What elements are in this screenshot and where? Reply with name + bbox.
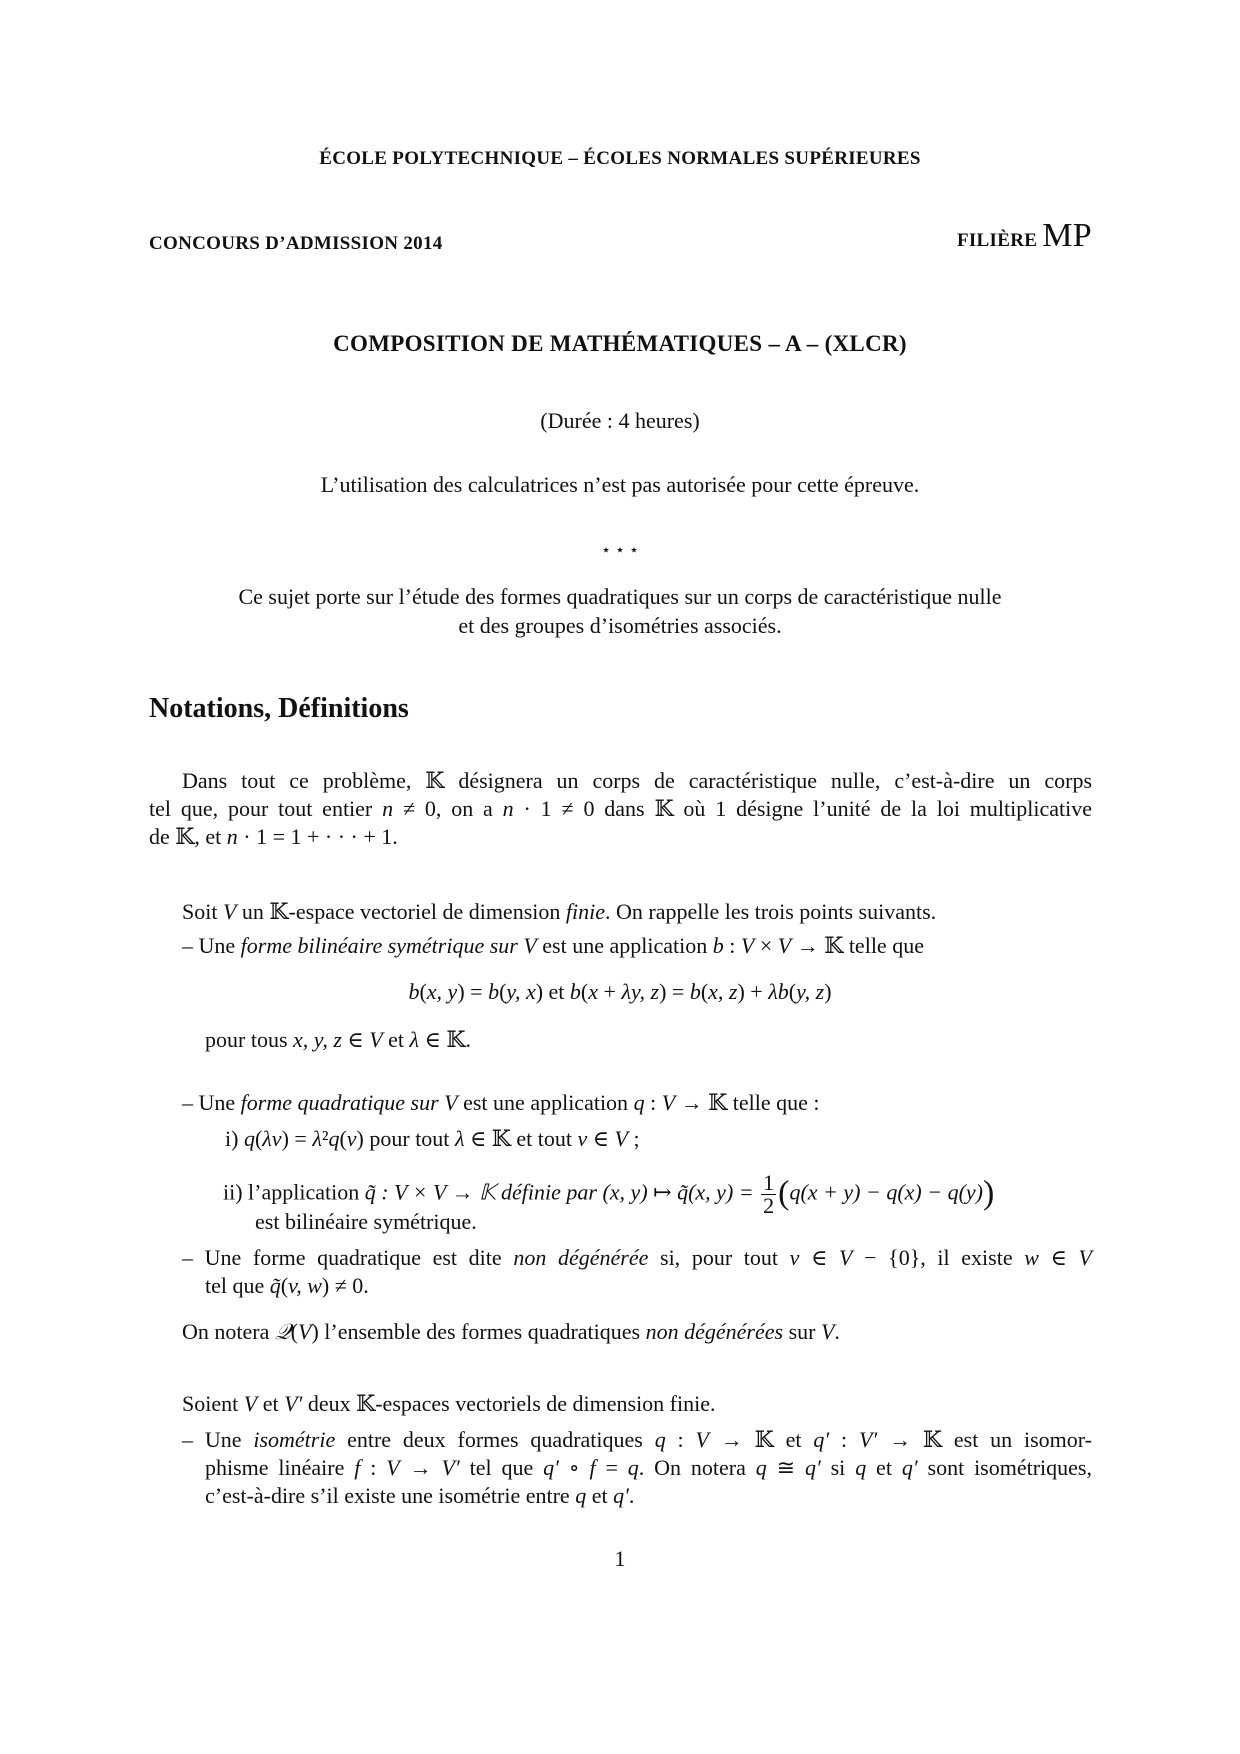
page-number: 1 (614, 1546, 626, 1571)
math-or-emphasis: b (569, 979, 581, 1004)
math-or-emphasis: w (1024, 1245, 1039, 1270)
text-segment: ∈ 𝕂 et tout (464, 1126, 578, 1151)
text-segment: − {0}, il existe (852, 1245, 1025, 1270)
composition-title: COMPOSITION DE MATHÉMATIQUES – A – (XLCR) (333, 331, 907, 356)
formula-mid: : V × V → 𝕂 définie par (x, y) ↦ q̃(x, y) = (375, 1179, 760, 1205)
math-or-emphasis: V′ (284, 1391, 303, 1416)
math-or-emphasis: V (243, 1391, 258, 1416)
math-or-emphasis: q (755, 1455, 767, 1480)
text-segment: ) + (737, 979, 769, 1004)
math-or-emphasis: q (654, 1427, 666, 1452)
text-segment: ) et (535, 979, 570, 1004)
math-or-emphasis: V (369, 1027, 383, 1052)
text-segment: c’est-à-dire s’il existe une isométrie entre (205, 1483, 576, 1508)
filiere-value: MP (1042, 217, 1092, 254)
stars-separator: ⋆ ⋆ ⋆ (600, 542, 640, 559)
math-or-emphasis: finie (565, 899, 605, 924)
math-or-emphasis: V (820, 1319, 835, 1344)
text-segment: ) = (281, 1126, 313, 1151)
text-segment: Dans tout ce problème, 𝕂 désignera un corps de caractéristique nulle, c’est-à-dire un corps (182, 768, 1092, 793)
text-segment: ( (700, 979, 709, 1004)
text-line (182, 1244, 1092, 1272)
fraction-one-half (761, 1172, 776, 1217)
text-segment: ) ≠ 0. (321, 1273, 369, 1298)
math-or-emphasis: q (243, 1126, 255, 1151)
math-or-emphasis: λy, z (621, 979, 660, 1004)
text-segment: i) (225, 1126, 244, 1151)
text-segment: tel que (459, 1455, 544, 1480)
math-or-emphasis: V (222, 899, 237, 924)
text-segment: ≅ (766, 1455, 805, 1480)
math-or-emphasis: b (689, 979, 701, 1004)
text-line (182, 932, 924, 960)
filiere (956, 217, 1092, 255)
math-or-emphasis: V (740, 933, 755, 958)
math-or-emphasis: λ (312, 1126, 322, 1151)
text-segment: + (598, 979, 622, 1004)
math-or-emphasis: x, z (708, 979, 738, 1004)
math-or-emphasis: λ (454, 1126, 465, 1151)
text-segment: ( (788, 979, 797, 1004)
fraction-numerator: 1 (763, 1170, 775, 1195)
text-segment: . On rappelle les trois points suivants. (604, 899, 937, 924)
math-or-emphasis: V (695, 1427, 709, 1452)
text-line (182, 898, 936, 926)
math-or-emphasis: V (777, 933, 792, 958)
text-segment: Soit (182, 899, 223, 924)
math-or-emphasis: v, w (288, 1273, 322, 1298)
text-segment: et (382, 1027, 410, 1052)
text-line (205, 1454, 1092, 1482)
text-segment: ² (321, 1126, 329, 1151)
institution-title: ÉCOLE POLYTECHNIQUE – ÉCOLES NORMALES SUPÉRIEURES (319, 148, 921, 169)
calculator-notice: L’utilisation des calculatrices n’est pas autorisée pour cette épreuve. (320, 472, 920, 497)
math-or-emphasis: v (346, 1126, 357, 1151)
text-segment: si (820, 1455, 856, 1480)
text-segment: de 𝕂, et (149, 824, 227, 849)
math-or-emphasis: λb (768, 979, 789, 1004)
text-segment: : (360, 1455, 387, 1480)
math-or-emphasis: q′ (804, 1455, 821, 1480)
math-or-emphasis: V′ (441, 1455, 460, 1480)
math-or-emphasis: forme quadratique sur V (240, 1090, 458, 1115)
intro-line-1: Ce sujet porte sur l’étude des formes quadratiques sur un corps de caractéristique nulle (238, 584, 1002, 609)
intro-line-2: et des groupes d’isométries associés. (458, 613, 782, 638)
text-segment: deux 𝕂-espaces vectoriels de dimension finie. (302, 1391, 716, 1416)
text-line (182, 1318, 840, 1346)
text-segment: × (754, 933, 778, 958)
text-segment: ∈ (799, 1245, 840, 1270)
text-segment: ( (339, 1126, 347, 1151)
math-or-emphasis: q (855, 1455, 867, 1480)
math-or-emphasis: b (712, 933, 724, 958)
math-or-emphasis: forme bilinéaire symétrique sur V (240, 933, 537, 958)
math-or-emphasis: non dégénérées (645, 1319, 784, 1344)
text-segment: – Une (182, 933, 241, 958)
text-segment: entre deux formes quadratiques (335, 1427, 655, 1452)
text-segment: ) = (457, 979, 489, 1004)
text-segment: ) pour tout (356, 1126, 455, 1151)
math-or-emphasis: V (614, 1126, 628, 1151)
text-line (0, 978, 1240, 1006)
math-or-emphasis: q (575, 1483, 587, 1508)
text-segment: tel que (205, 1273, 270, 1298)
text-segment: ) = (659, 979, 690, 1004)
text-segment: pour tous (205, 1027, 293, 1052)
math-or-emphasis: q′ (543, 1455, 559, 1480)
formula-q-tilde: q̃ (364, 1179, 376, 1205)
text-segment: : (665, 1427, 696, 1452)
math-or-emphasis: b (488, 979, 500, 1004)
text-segment: On notera (182, 1319, 275, 1344)
text-line (182, 1089, 820, 1117)
text-segment: → 𝕂 et (708, 1427, 814, 1452)
math-or-emphasis: x (588, 979, 599, 1004)
math-or-emphasis: y, z (796, 979, 825, 1004)
text-segment: et (866, 1455, 902, 1480)
text-segment: : (723, 933, 741, 958)
text-segment: · 1 ≠ 0 dans 𝕂 où 1 désigne l’unité de la loi multiplicative (513, 796, 1093, 821)
math-or-emphasis: V (386, 1455, 400, 1480)
text-line (182, 1426, 1092, 1454)
text-segment: ∈ 𝕂. (419, 1027, 471, 1052)
section-title: Notations, Définitions (149, 693, 409, 724)
math-or-emphasis: V (1078, 1245, 1092, 1270)
text-segment: : (829, 1427, 859, 1452)
math-or-emphasis: q′ (901, 1455, 918, 1480)
text-segment: ( (499, 979, 507, 1004)
text-line (149, 823, 398, 851)
text-segment: ) (824, 979, 832, 1004)
text-segment: ≠ 0, on a (393, 796, 503, 821)
text-segment: sur (783, 1319, 821, 1344)
text-segment: ∈ (587, 1126, 615, 1151)
math-or-emphasis: isométrie (253, 1427, 336, 1452)
math-or-emphasis: v (789, 1245, 800, 1270)
math-or-emphasis: non dégénérée (513, 1245, 649, 1270)
text-line (205, 1026, 471, 1054)
text-segment: un 𝕂-espace vectoriel de dimension (236, 899, 566, 924)
text-segment: ∘ (558, 1455, 590, 1480)
formula-prefix: ii) l’application (223, 1179, 365, 1205)
formula-ii: ii) l’application q̃ : V × V → 𝕂 définie par (x, y) ↦ q̃(x, y) = $\frac{1}{2}$ (q(x + y) − q(x) − q(y)) (223, 1170, 995, 1218)
text-segment: ) l’ensemble des formes quadratiques (311, 1319, 646, 1344)
text-segment: et (257, 1391, 285, 1416)
math-or-emphasis: q (328, 1126, 340, 1151)
math-or-emphasis: V′ (858, 1427, 878, 1452)
fraction-denominator: 2 (763, 1193, 775, 1218)
text-segment: = (595, 1455, 628, 1480)
text-segment: – Une (182, 1090, 241, 1115)
text-segment: → (399, 1455, 442, 1480)
text-line (182, 1390, 716, 1418)
text-segment: ( (419, 979, 427, 1004)
text-segment: . On notera (638, 1455, 756, 1480)
text-segment: ( (580, 979, 589, 1004)
math-or-emphasis: 𝒬 (274, 1319, 291, 1344)
text-segment: · 1 = 1 + · · · + 1. (237, 824, 398, 849)
text-line (225, 1125, 640, 1153)
math-or-emphasis: v (577, 1126, 588, 1151)
math-or-emphasis: q′ (813, 1427, 830, 1452)
math-or-emphasis: b (408, 979, 420, 1004)
text-line (149, 795, 1092, 823)
math-or-emphasis: n (382, 796, 394, 821)
text-segment: ( (280, 1273, 289, 1298)
math-or-emphasis: x, y, z (293, 1027, 342, 1052)
text-segment: → 𝕂 telle que (791, 933, 924, 958)
text-segment: – Une (182, 1427, 254, 1452)
text-line (205, 1482, 634, 1510)
filiere-label: FILIÈRE (956, 230, 1038, 251)
text-segment: → 𝕂 telle que : (675, 1090, 820, 1115)
text-segment: est une application (536, 933, 713, 958)
text-segment: sont isométriques, (917, 1455, 1092, 1480)
text-segment: → 𝕂 est un isomor- (877, 1427, 1092, 1452)
text-segment: ( (254, 1126, 263, 1151)
math-or-emphasis: q (627, 1455, 639, 1480)
text-segment: ∈ (1038, 1245, 1079, 1270)
math-or-emphasis: x, y (426, 979, 458, 1004)
math-or-emphasis: y, x (506, 979, 536, 1004)
concours-label: CONCOURS D’ADMISSION 2014 (149, 233, 443, 254)
text-segment: si, pour tout (648, 1245, 790, 1270)
text-segment: Soient (182, 1391, 244, 1416)
math-or-emphasis: q (633, 1090, 645, 1115)
math-or-emphasis: f (589, 1455, 596, 1480)
math-or-emphasis: λv (262, 1126, 282, 1151)
math-or-emphasis: V (661, 1090, 676, 1115)
text-segment: est une application (457, 1090, 634, 1115)
duration: (Durée : 4 heures) (540, 408, 700, 433)
text-line (149, 767, 1092, 795)
math-or-emphasis: q′ (613, 1483, 629, 1508)
formula-body: q(x + y) − q(x) − q(y) (789, 1179, 984, 1205)
text-segment: phisme linéaire (205, 1455, 355, 1480)
math-or-emphasis: n (226, 824, 238, 849)
text-segment: . (628, 1483, 635, 1508)
text-segment: ; (628, 1126, 640, 1151)
text-segment: ∈ (341, 1027, 370, 1052)
text-segment: . (834, 1319, 840, 1344)
math-or-emphasis: f (354, 1455, 361, 1480)
text-line (205, 1272, 369, 1300)
math-or-emphasis: q̃ (269, 1273, 281, 1298)
math-or-emphasis: n (502, 796, 514, 821)
math-or-emphasis: V (839, 1245, 853, 1270)
text-segment: tel que, pour tout entier (149, 796, 383, 821)
math-or-emphasis: V (297, 1319, 312, 1344)
text-segment: et (586, 1483, 614, 1508)
text-segment: ( (290, 1319, 298, 1344)
text-segment: – Une forme quadratique est dite (182, 1245, 514, 1270)
text-segment: : (644, 1090, 662, 1115)
math-or-emphasis: λ (409, 1027, 420, 1052)
text-segment: est bilinéaire symétrique. (255, 1209, 477, 1234)
